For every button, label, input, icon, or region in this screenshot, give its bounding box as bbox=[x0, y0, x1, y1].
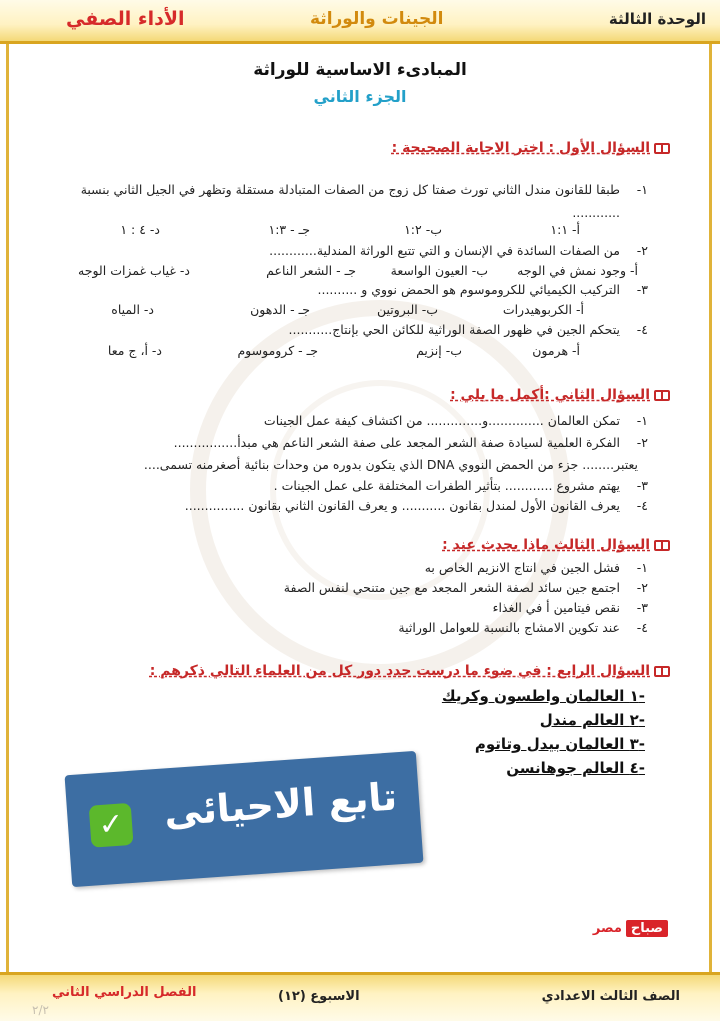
follow-banner-text: تابع الاحيائى bbox=[162, 774, 399, 835]
q3-item-1-text: فشل الجين في انتاج الانزيم الخاص به bbox=[424, 560, 620, 575]
topic-label: الجينات والوراثة bbox=[310, 9, 444, 29]
book-icon bbox=[654, 540, 670, 551]
q4-item-2: -٢ العالم مندل bbox=[539, 711, 645, 729]
q3-item-4-number: -٤ bbox=[636, 620, 648, 635]
q3-item-2-number: -٢ bbox=[636, 580, 648, 595]
q1-item-3-number: -٣ bbox=[636, 282, 648, 297]
q2-item-1-number: -١ bbox=[636, 413, 648, 428]
q2-item-3-number: -٣ bbox=[636, 478, 648, 493]
book-icon bbox=[654, 666, 670, 677]
q3-item-4-text: عند تكوين الامشاج بالنسبة للعوامل الوراثية bbox=[398, 620, 620, 635]
q1-item-4-option-c: جـ - كروموسوم bbox=[237, 343, 318, 358]
q3-item-3-text: نقص فيتامين أ في الغذاء bbox=[492, 600, 620, 615]
q2-item-2b-text: يعتبر........ جزء من الحمض النووي DNA الذي يتكون بدوره من وحدات بنائية أصغرمنه تسمى.... bbox=[143, 457, 638, 472]
q1-item-2-number: -٢ bbox=[636, 243, 648, 258]
unit-label: الوحدة الثالثة bbox=[608, 10, 706, 28]
q3-heading bbox=[442, 537, 670, 553]
check-mark-icon: ✓ bbox=[89, 803, 134, 848]
q2-item-2-number: -٢ bbox=[636, 435, 648, 450]
q1-item-3-option-b: ب- البروتين bbox=[376, 302, 438, 317]
q1-item-2-text: من الصفات السائدة في الإنسان و التي تتبع الوراثة المندلية............ bbox=[269, 243, 620, 258]
q1-item-1-option-c: جـ - ١:٣ bbox=[268, 222, 310, 237]
q1-item-1-text: طبقا للقانون مندل الثاني تورث صفتا كل زوج من الصفات المتبادلة مستقلة وتظهر في الجيل الثاني بنسبة bbox=[80, 182, 620, 197]
term-label: الفصل الدراسي الثاني bbox=[52, 985, 197, 1000]
site-logo-rest: مصر bbox=[592, 921, 622, 936]
q1-heading bbox=[392, 140, 670, 156]
q3-item-1-number: -١ bbox=[636, 560, 648, 575]
q4-heading-text: السؤال الرابع : في ضوء ما درست حدد دور كل من العلماء التالي ذكرهم : bbox=[149, 663, 650, 679]
q1-item-2-option-a: أ- وجود نمش في الوجه bbox=[517, 263, 638, 278]
q2-heading-text: السؤال الثاني :أكمل ما يلي : bbox=[450, 387, 650, 403]
q2-item-4-text: يعرف القانون الأول لمندل بقانون ........... و يعرف القانون الثاني بقانون ............... bbox=[184, 498, 620, 513]
book-icon bbox=[654, 390, 670, 401]
q1-item-4-option-a: أ- هرمون bbox=[532, 343, 580, 358]
q2-item-1-text: تمكن العالمان ..............و.............. من اكتشاف كيفة عمل الجينات bbox=[263, 413, 620, 428]
q1-item-1-continuation: ............ bbox=[572, 205, 620, 220]
q4-item-3: -٣ العالمان بيدل وتاتوم bbox=[474, 735, 645, 753]
q1-item-4-text: يتحكم الجين في ظهور الصفة الوراثية للكائن الحي بإنتاج........... bbox=[288, 322, 620, 337]
q1-item-3-option-a: أ- الكربوهيدرات bbox=[502, 302, 584, 317]
book-icon bbox=[654, 143, 670, 154]
q4-item-4: -٤ العالم جوهانسن bbox=[506, 759, 645, 777]
page-number: ٢/٢ bbox=[32, 1003, 49, 1017]
site-logo-box: صباح bbox=[626, 920, 668, 937]
week-label: الاسبوع (١٢) bbox=[278, 989, 360, 1004]
q1-item-1-option-b: ب- ١:٢ bbox=[404, 222, 442, 237]
site-logo bbox=[556, 920, 668, 942]
grade-label: الصف الثالث الاعدادي bbox=[541, 989, 680, 1004]
q1-item-3-text: التركيب الكيميائي للكروموسوم هو الحمض نووي و .......... bbox=[317, 282, 620, 297]
q3-heading-text: السؤال الثالث ماذا يحدث عند : bbox=[442, 537, 650, 553]
q1-item-1-option-d: د- ٤ : ١ bbox=[120, 222, 160, 237]
q3-item-2-text: اجتمع جين سائد لصفة الشعر المجعد مع جين متنحي لنفس الصفة bbox=[283, 580, 620, 595]
page-footer bbox=[0, 972, 720, 1021]
q2-heading bbox=[450, 387, 670, 403]
q4-item-1: -١ العالمان واطسون وكريك bbox=[441, 687, 645, 705]
q1-heading-text: السؤال الأول : اختر الاجابة الصحيحة : bbox=[391, 140, 650, 156]
q1-item-1-number: -١ bbox=[636, 182, 648, 197]
q1-item-2-option-d: د- غياب غمزات الوجه bbox=[78, 263, 190, 278]
q2-item-4-number: -٤ bbox=[636, 498, 648, 513]
q2-item-3-text: يهتم مشروع ............ بتأثير الطفرات المختلفة على عمل الجينات . bbox=[273, 478, 620, 493]
q1-item-4-number: -٤ bbox=[636, 322, 648, 337]
q1-item-4-option-d: د- أ، ج معا bbox=[107, 343, 162, 358]
q1-item-2-option-c: جـ - الشعر الناعم bbox=[266, 263, 356, 278]
page-header bbox=[0, 0, 720, 44]
section-label: الأداء الصفي bbox=[66, 8, 185, 30]
q1-item-4-option-b: ب- إنزيم bbox=[416, 343, 462, 358]
part-title: الجزء الثاني bbox=[313, 87, 407, 106]
q1-item-2-option-b: ب- العيون الواسعة bbox=[390, 263, 488, 278]
q1-item-3-option-c: جـ - الدهون bbox=[250, 302, 310, 317]
q4-heading bbox=[150, 663, 670, 679]
page-title: المبادىء الاساسية للوراثة bbox=[253, 60, 467, 80]
q3-item-3-number: -٣ bbox=[636, 600, 648, 615]
q1-item-1-option-a: أ- ١:١ bbox=[550, 222, 580, 237]
q1-item-3-option-d: د- المياه bbox=[111, 302, 154, 317]
q2-item-2-text: الفكرة العلمية لسيادة صفة الشعر المجعد على صفة الشعر الناعم هي مبدأ................ bbox=[173, 435, 620, 450]
